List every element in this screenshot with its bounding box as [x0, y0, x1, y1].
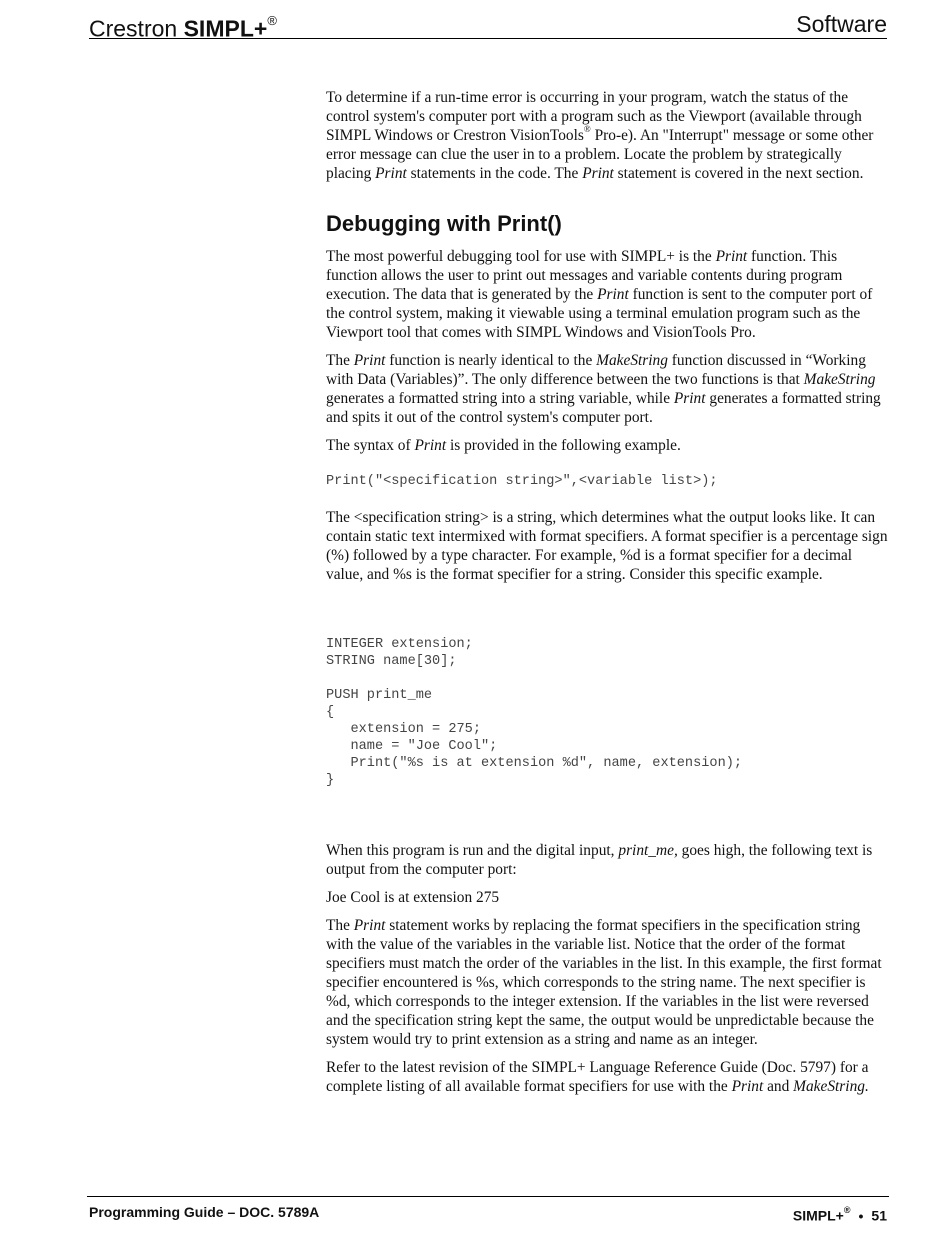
paragraph-print-intro: The most powerful debugging tool for use with SIMPL+ is the Print function. This function allows the user to print out messages and variable contents during program execution. The data that is generated by the Print function is sent to the computer port of the control system, making it viewable using a terminal emulation program such as the Viewport tool that comes with SIMPL Windows and VisionTools Pro. [326, 248, 873, 341]
code-line: INTEGER extension; [326, 637, 473, 652]
footer-product: SIMPL+ [792, 1207, 844, 1224]
page-header [89, 10, 887, 42]
paragraph-runtime-error: To determine if a run-time error is occurring in your program, watch the status of the control system's computer port with a program such as the Viewport (available through SIMPL Windows or Crestron VisionTools® Pro-e). An "Interrupt" message or some other error message can clue the user in to a problem. Locate the problem by strategically placing Print statements in the code. The Print statement is covered in the next section. [326, 89, 874, 182]
paragraph-print-explained: The Print statement works by replacing the format specifiers in the specification string with the value of the variables in the variable list. Notice that the order of the format specifiers must match the order of the variables in the list. In this example, the first format specifier encountered is %s, which corresponds to the string name. The next specifier is %d, which corresponds to the integer extension. If the variables in the list were reversed and the specification string kept the same, the output would be unpredictable because the system would try to print extension as a string and name as an integer. [326, 917, 882, 1048]
code-syntax [326, 473, 888, 490]
header-product: SIMPL+ [183, 15, 268, 42]
page-number: 51 [871, 1207, 887, 1224]
page-content [326, 88, 888, 1105]
paragraph-makestring: The Print function is nearly identical to the MakeString function discussed in “Working with Data (Variables)”. The only difference between the two functions is that MakeString generates a formatted string into a string variable, while Print generates a formatted string and spits it out of the control system's computer port. [326, 352, 881, 426]
code-line: { [326, 705, 335, 720]
footer-doc-title: Programming Guide – DOC. 5789A [89, 1204, 320, 1220]
header-section: Software [796, 11, 887, 37]
header-registered-mark: ® [267, 13, 277, 28]
code-example [326, 602, 888, 823]
code-line: STRING name[30]; [326, 654, 457, 669]
paragraph-specification: The <specification string> is a string, which determines what the output looks like. It can contain static text intermixed with format specifiers. A format specifier is a percentage sign (%) followed by a type character. For example, %d is a format specifier for a decimal value, and %s is the format specifier for a string. Consider this specific example. [326, 509, 888, 583]
page-footer [87, 1196, 889, 1223]
footer-registered-mark: ® [843, 1205, 851, 1215]
section-heading: Debugging with Print() [326, 211, 562, 236]
code-line: } [326, 773, 335, 788]
footer-page-info [793, 1199, 887, 1229]
header-title [89, 10, 277, 43]
paragraph-program-run: When this program is run and the digital input, print_me, goes high, the following text is output from the computer port: [326, 842, 873, 878]
paragraph-output: Joe Cool is at extension 275 [326, 889, 500, 906]
paragraph-syntax: The syntax of Print is provided in the following example. [326, 437, 681, 454]
code-line: extension = 275; [326, 722, 481, 737]
code-line: Print("%s is at extension %d", name, extension); [326, 756, 743, 771]
code-line: name = "Joe Cool"; [326, 739, 498, 754]
paragraph-reference: Refer to the latest revision of the SIMPL+ Language Reference Guide (Doc. 5797) for a complete listing of all available format specifiers for use with the Print and MakeString. [326, 1059, 869, 1095]
code-line: Print("<specification string>",<variable list>); [326, 474, 718, 489]
footer-bullet: • [858, 1207, 864, 1224]
header-brand: Crestron [89, 15, 178, 42]
code-line [326, 670, 888, 687]
code-line: PUSH print_me [326, 688, 433, 703]
